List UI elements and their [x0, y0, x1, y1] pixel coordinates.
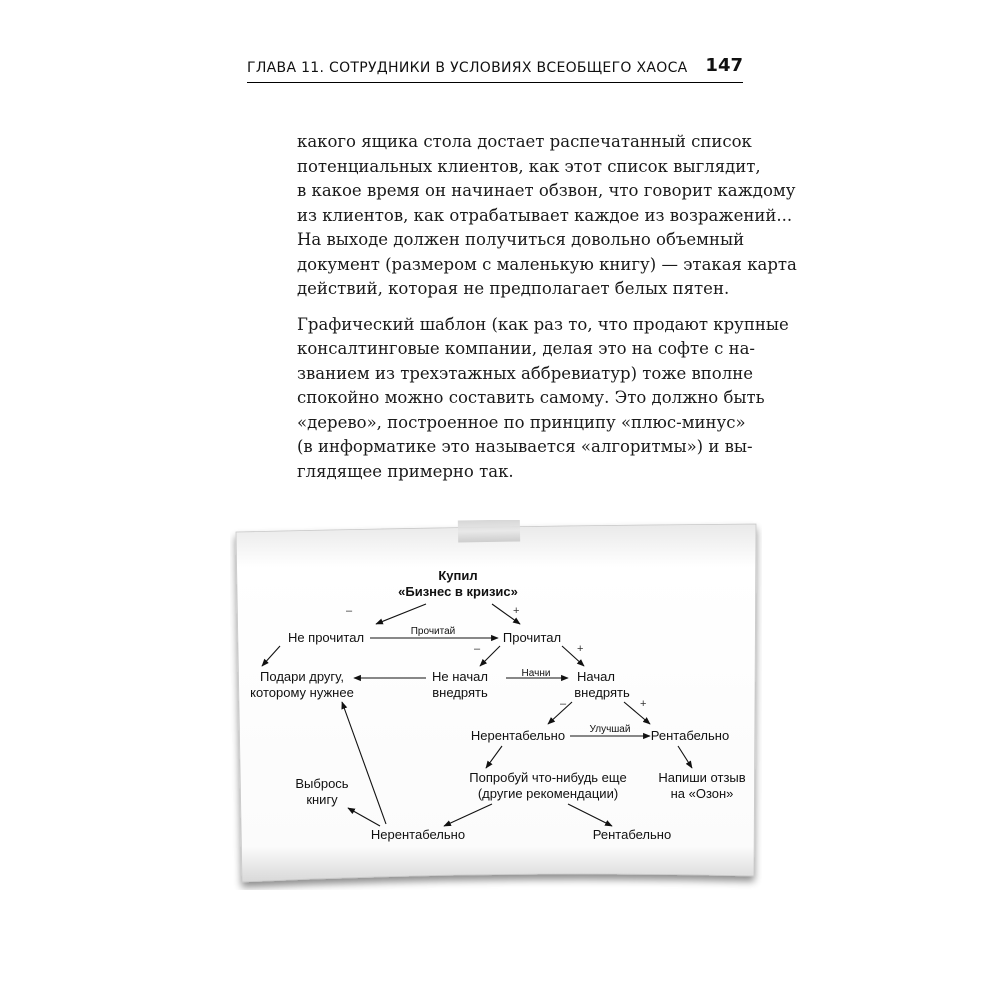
arrow-label-start: Начни — [521, 668, 551, 679]
node-unprofitable-2: Нерентабельно — [370, 827, 466, 842]
node-profitable: Рентабельно — [650, 728, 730, 743]
node-throw-line1: Выбрось — [295, 776, 349, 791]
minus-sign: – — [474, 643, 481, 655]
tape-strip — [458, 520, 520, 543]
paper-sheet — [236, 524, 756, 882]
text-line: потенциальных клиентов, как этот список выглядит, — [297, 156, 761, 176]
text-line: На выходе должен получиться довольно объемный — [297, 230, 745, 249]
minus-sign: – — [346, 605, 353, 617]
text-line: Графический шаблон (как раз то, что продают крупные — [297, 314, 789, 334]
text-line: «дерево», построенное по принципу «плюс-минус» — [297, 412, 746, 432]
plus-sign: + — [513, 605, 520, 617]
root-node-line1: Купил — [438, 568, 478, 583]
node-read: Прочитал — [502, 630, 562, 645]
node-profitable-2: Рентабельно — [592, 827, 672, 842]
node-try-line2: (другие рекомендации) — [477, 786, 619, 801]
plus-sign: + — [577, 643, 584, 655]
text-line: документ (размером с маленькую книгу) — этакая карта — [297, 254, 797, 274]
text-line: спокойно можно составить самому. Это должно быть — [297, 388, 765, 407]
node-unprofitable: Нерентабельно — [470, 728, 566, 743]
root-node-line2: «Бизнес в кризис» — [398, 584, 518, 599]
text-line: какого ящика стола достает распечатанный список — [297, 132, 752, 151]
paragraph-1 — [297, 130, 797, 302]
text-line: консалтинговые компании, делая это на софте с на- — [297, 339, 755, 358]
page-number: 147 — [705, 55, 743, 76]
text-line: в какое время он начинает обзвон, что говорит каждому — [297, 181, 796, 200]
node-throw-line2: книгу — [306, 792, 338, 807]
minus-sign: – — [560, 698, 567, 710]
decision-tree-diagram — [230, 520, 762, 890]
node-review-line1: Напиши отзыв — [658, 770, 746, 785]
text-line: (в информатике это называется «алгоритмы») и вы- — [297, 437, 753, 456]
text-line: действий, которая не предполагает белых пятен. — [297, 279, 730, 298]
node-review-line2: на «Озон» — [670, 786, 734, 801]
body-text — [297, 130, 797, 484]
paragraph-2 — [297, 313, 789, 485]
node-not-started-line1: Не начал — [432, 669, 488, 684]
plus-sign: + — [640, 698, 647, 710]
node-started-line2: внедрять — [574, 685, 630, 700]
node-started-line1: Начал — [577, 669, 615, 684]
page-header — [247, 55, 743, 83]
node-not-started-line2: внедрять — [432, 685, 488, 700]
text-line: из клиентов, как отрабатывает каждое из возражений... — [297, 205, 793, 225]
arrow-label-read: Прочитай — [410, 626, 456, 637]
taped-note — [230, 520, 762, 890]
node-try-line1: Попробуй что-нибудь еще — [469, 770, 627, 785]
node-give-line2: которому нужнее — [250, 685, 354, 700]
running-head: ГЛАВА 11. СОТРУДНИКИ В УСЛОВИЯХ ВСЕОБЩЕГО ХАОСА — [247, 60, 688, 76]
text-line: званием из трехэтажных аббревиатур) тоже вполне — [297, 363, 753, 383]
node-not-read: Не прочитал — [287, 630, 365, 645]
node-give-line1: Подари другу, — [260, 669, 344, 684]
arrow-label-improve: Улучшай — [589, 724, 631, 735]
text-line: глядящее примерно так. — [297, 461, 514, 481]
